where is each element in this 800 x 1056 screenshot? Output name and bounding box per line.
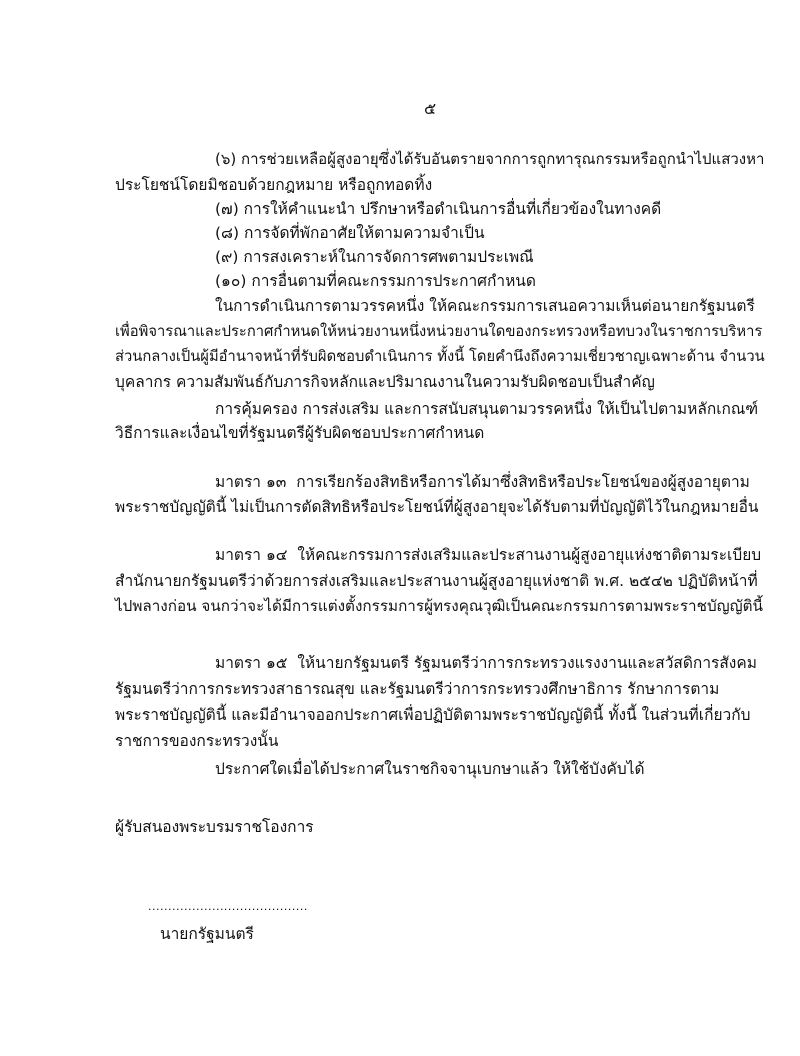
section-15-line-4: ราชการของกระทรวงนั้น <box>115 732 279 750</box>
implementation-line-1: ในการดำเนินการตามวรรคหนึ่ง ให้คณะกรรมการเสนอความเห็นต่อนายกรัฐมนตรี <box>215 297 755 315</box>
item-9-line: (๙) การสงเคราะห์ในการจัดการศพตามประเพณี <box>215 248 534 266</box>
protection-line-1: การคุ้มครอง การส่งเสริม และการสนับสนุนตามวรรคหนึ่ง ให้เป็นไปตามหลักเกณฑ์ <box>215 400 759 418</box>
implementation-line-2: เพื่อพิจารณาและประกาศกำหนดให้หน่วยงานหนึ่งหน่วยงานใดของกระทรวงหรือทบวงในราชการบริหาร <box>115 323 763 340</box>
section-13-line-1: มาตรา ๑๓ การเรียกร้องสิทธิหรือการได้มาซึ่งสิทธิหรือประโยชน์ของผู้สูงอายุตาม <box>215 473 750 491</box>
countersign-label: ผู้รับสนองพระบรมราชโองการ <box>115 818 314 836</box>
section-14-line-2: สำนักนายกรัฐมนตรีว่าด้วยการส่งเสริมและประสานงานผู้สูงอายุแห่งชาติ พ.ศ. ๒๕๔๒ ปฏิบัติหน้าที่ <box>115 572 758 590</box>
signature-line: ........................................ <box>148 900 308 913</box>
section-15-line-3: พระราชบัญญัตินี้ และมีอำนาจออกประกาศเพื่อปฏิบัติตามพระราชบัญญัตินี้ ทั้งนี้ ในส่วนที่เกี่ยวกับ <box>115 706 751 724</box>
enforcement-line: ประกาศใดเมื่อได้ประกาศในราชกิจจานุเบกษาแล้ว ให้ใช้บังคับได้ <box>215 760 645 778</box>
implementation-line-4: บุคลากร ความสัมพันธ์กับภารกิจหลักและปริมาณงานในความรับผิดชอบเป็นสำคัญ <box>115 373 655 391</box>
implementation-line-3: ส่วนกลางเป็นผู้มีอำนาจหน้าที่รับผิดชอบดำเนินการ ทั้งนี้ โดยคำนึงถึงความเชี่ยวชาญเฉพาะด้าน จำนวน <box>115 348 765 365</box>
page-number: ๕ <box>424 99 437 118</box>
protection-line-2: วิธีการและเงื่อนไขที่รัฐมนตรีผู้รับผิดชอบประกาศกำหนด <box>115 424 485 442</box>
item-6-line-2: ประโยชน์โดยมิชอบด้วยกฎหมาย หรือถูกทอดทิ้ง <box>115 176 433 194</box>
section-15-line-2: รัฐมนตรีว่าการกระทรวงสาธารณสุข และรัฐมนตรีว่าการกระทรวงศึกษาธิการ รักษาการตาม <box>115 680 720 698</box>
signature-title: นายกรัฐมนตรี <box>160 925 254 943</box>
item-7-line: (๗) การให้คำแนะนำ ปรึกษาหรือดำเนินการอื่นที่เกี่ยวข้องในทางคดี <box>215 200 662 218</box>
item-8-line: (๘) การจัดที่พักอาศัยให้ตามความจำเป็น <box>215 224 485 242</box>
section-14-line-3: ไปพลางก่อน จนกว่าจะได้มีการแต่งตั้งกรรมการผู้ทรงคุณวุฒิเป็นคณะกรรมการตามพระราชบัญญัตินี้ <box>115 597 763 615</box>
section-13-line-2: พระราชบัญญัตินี้ ไม่เป็นการตัดสิทธิหรือประโยชน์ที่ผู้สูงอายุจะได้รับตามที่บัญญัติไว้ในกฎหมายอื่น <box>115 498 759 516</box>
section-15-line-1: มาตรา ๑๕ ให้นายกรัฐมนตรี รัฐมนตรีว่าการกระทรวงแรงงานและสวัสดิการสังคม <box>215 654 757 672</box>
item-6-line-1: (๖) การช่วยเหลือผู้สูงอายุซึ่งได้รับอันตรายจากการถูกทารุณกรรมหรือถูกนำไปแสวงหา <box>215 150 765 168</box>
item-10-line: (๑๐) การอื่นตามที่คณะกรรมการประกาศกำหนด <box>215 272 536 290</box>
section-14-line-1: มาตรา ๑๔ ให้คณะกรรมการส่งเสริมและประสานงานผู้สูงอายุแห่งชาติตามระเบียบ <box>215 546 762 564</box>
